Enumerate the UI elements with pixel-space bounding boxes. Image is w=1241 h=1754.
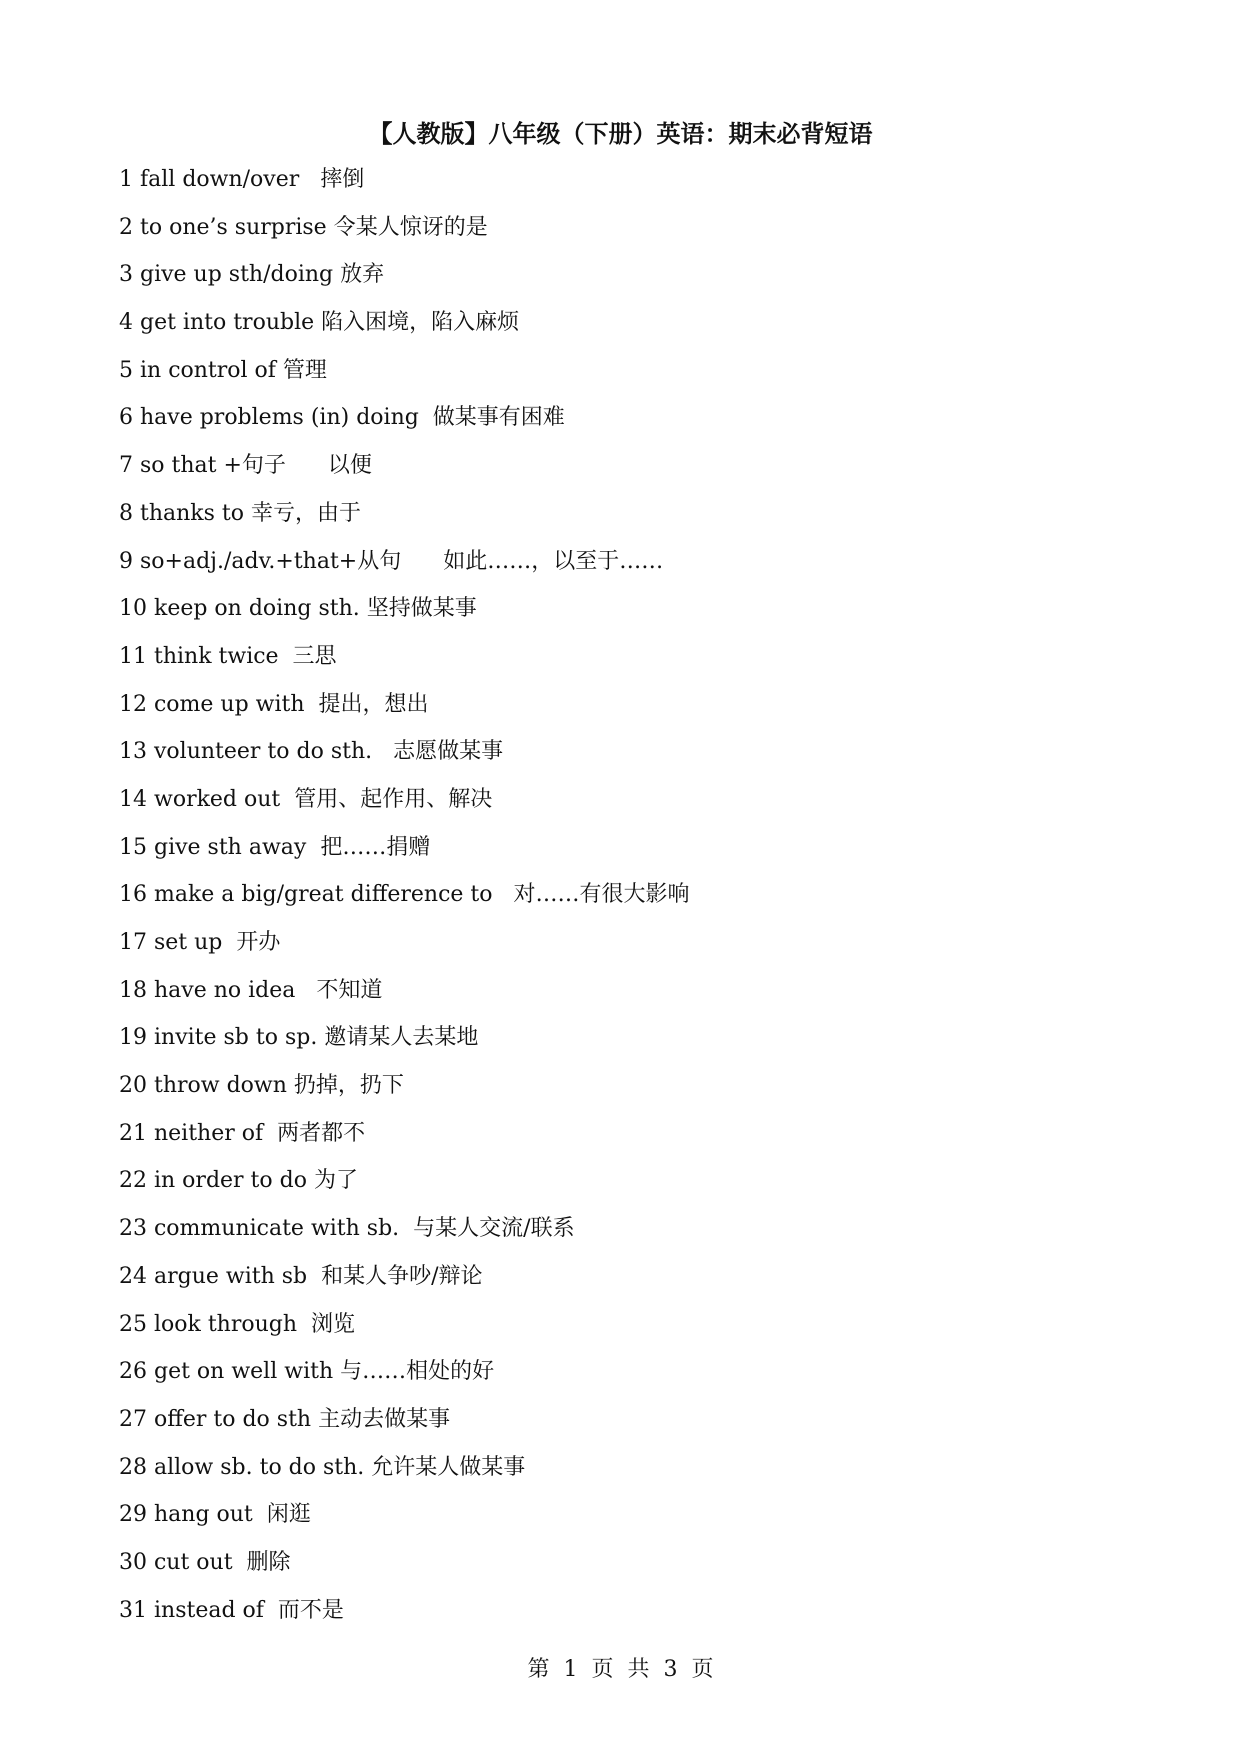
phrase-item: 31 instead of 而不是: [119, 1597, 344, 1623]
phrase-item: 25 look through 浏览: [119, 1311, 356, 1337]
phrase-item: 6 have problems (in) doing 做某事有困难: [119, 405, 565, 431]
phrase-item: 27 offer to do sth 主动去做某事: [119, 1406, 451, 1432]
phrase-item: 12 come up with 提出，想出: [119, 691, 429, 717]
phrase-item: 15 give sth away 把……捐赠: [119, 834, 431, 860]
phrase-item: 13 volunteer to do sth. 志愿做某事: [119, 739, 504, 765]
phrase-item: 7 so that +句子 以便: [119, 453, 372, 479]
phrase-item: 20 throw down 扔掉，扔下: [119, 1073, 404, 1099]
phrase-item: 9 so+adj./adv.+that+从句 如此……，以至于……: [119, 548, 664, 574]
phrase-list: [119, 164, 1119, 1642]
phrase-item: 26 get on well with 与……相处的好: [119, 1359, 495, 1385]
phrase-item: 11 think twice 三思: [119, 643, 337, 669]
phrase-item: 2 to one’s surprise 令某人惊讶的是: [119, 214, 488, 240]
phrase-item: 4 get into trouble 陷入困境，陷入麻烦: [119, 310, 520, 336]
phrase-item: 14 worked out 管用、起作用、解决: [119, 786, 493, 812]
page-title: 【人教版】八年级（下册）英语：期末必背短语: [368, 119, 873, 148]
phrase-item: 22 in order to do 为了: [119, 1168, 358, 1194]
phrase-item: 29 hang out 闲逛: [119, 1502, 311, 1528]
phrase-item: 24 argue with sb 和某人争吵/辩论: [119, 1263, 483, 1289]
phrase-item: 10 keep on doing sth. 坚持做某事: [119, 596, 477, 622]
page-number-footer: 第 1 页 共 3 页: [527, 1657, 714, 1682]
phrase-item: 5 in control of 管理: [119, 357, 327, 383]
phrase-item: 21 neither of 两者都不: [119, 1120, 366, 1146]
phrase-item: 19 invite sb to sp. 邀请某人去某地: [119, 1025, 479, 1051]
phrase-item: 28 allow sb. to do sth. 允许某人做某事: [119, 1454, 526, 1480]
phrase-item: 23 communicate with sb. 与某人交流/联系: [119, 1216, 575, 1242]
phrase-item: 8 thanks to 幸亏，由于: [119, 500, 361, 526]
phrase-item: 1 fall down/over 摔倒: [119, 167, 365, 192]
phrase-item: 18 have no idea 不知道: [119, 977, 383, 1003]
phrase-item: 30 cut out 删除: [119, 1549, 291, 1575]
phrase-item: 17 set up 开办: [119, 930, 281, 955]
phrase-item: 3 give up sth/doing 放弃: [119, 262, 385, 288]
phrase-item: 16 make a big/great difference to 对……有很大影响: [119, 882, 690, 908]
